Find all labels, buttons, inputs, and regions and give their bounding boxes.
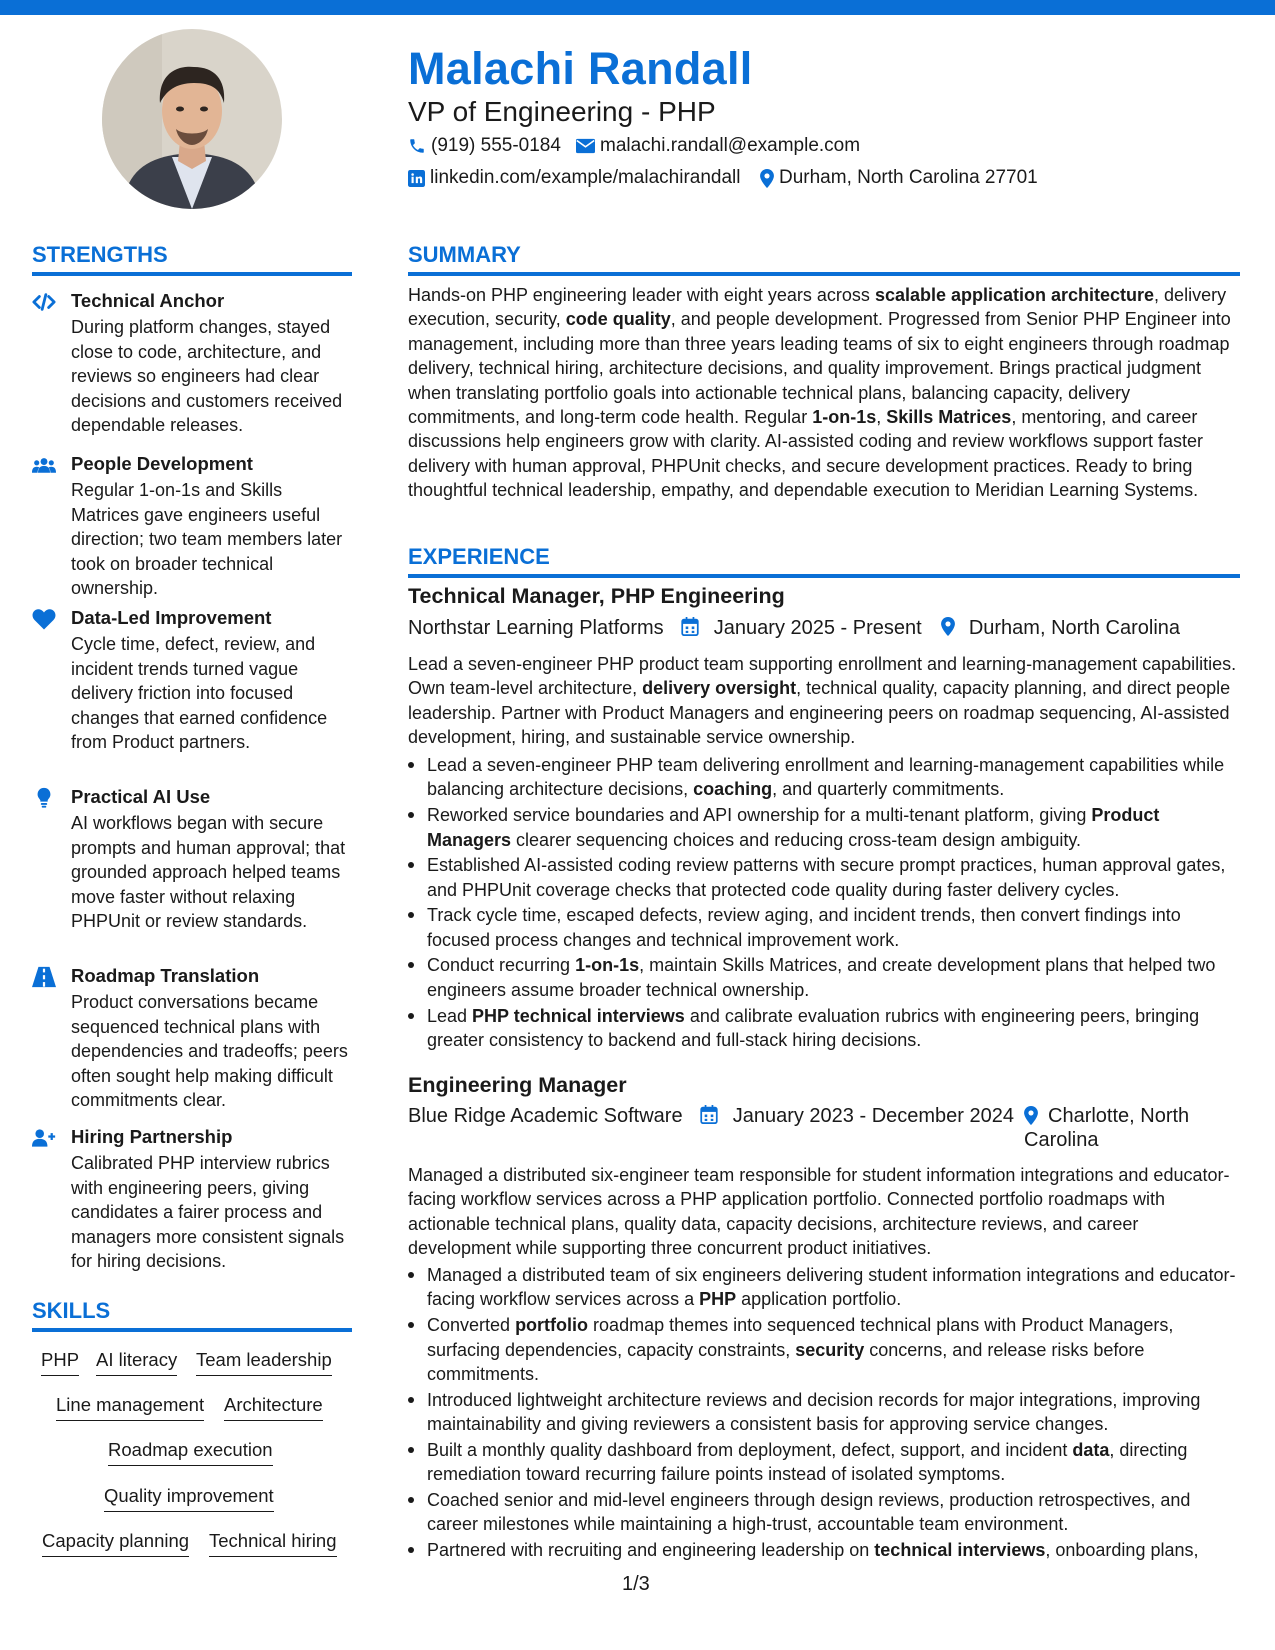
location-contact xyxy=(760,166,1038,190)
map-pin-icon xyxy=(941,617,955,636)
strength-description: Product conversations became sequenced technical plans with dependencies and tradeoffs; peers often sought help making difficult commitments clear. xyxy=(71,992,348,1110)
job-bullet: Managed a distributed team of six engineers delivering student information integrations and educator-facing workflow services across a PHP application portfolio. xyxy=(408,1263,1240,1312)
strength-description: Regular 1-on-1s and Skills Matrices gave engineers useful direction; two team members later took on broader technical ownership. xyxy=(71,480,343,598)
job-bullets xyxy=(408,753,1240,1054)
heart-icon xyxy=(32,608,56,630)
job-bullet: Introduced lightweight architecture reviews and decision records for major integrations, improving maintainability and giving reviewers a consistent basis for approving service changes. xyxy=(408,1388,1240,1437)
strength-description: Cycle time, defect, review, and incident trends turned vague delivery friction into focused changes that earned confidence from Product partners. xyxy=(71,634,328,752)
job-bullet: Conduct recurring 1-on-1s, maintain Skills Matrices, and create development plans that helped two engineers assume broader technical ownership. xyxy=(408,953,1240,1002)
skill-tag: PHP xyxy=(41,1348,79,1376)
strength-title: Technical Anchor xyxy=(71,290,225,311)
calendar-icon xyxy=(681,617,699,636)
map-pin-icon xyxy=(1024,1106,1038,1125)
job-location: Charlotte, North Carolina xyxy=(1024,1105,1190,1151)
company-name: Blue Ridge Academic Software xyxy=(408,1105,683,1127)
job-dates: January 2023 - December 2024 xyxy=(732,1105,1014,1127)
strength-title: Data-Led Improvement xyxy=(71,607,272,628)
summary-rule xyxy=(408,272,1240,276)
map-pin-icon xyxy=(760,169,774,188)
experience-rule xyxy=(408,574,1240,578)
users-icon xyxy=(32,454,56,476)
phone-icon xyxy=(408,137,426,155)
job-meta xyxy=(408,616,1180,640)
job-bullet: Established AI-assisted coding review patterns with secure prompt practices, human approval gates, and PHPUnit coverage checks that protected code quality during faster delivery cycles. xyxy=(408,853,1240,902)
summary-heading: SUMMARY xyxy=(408,242,521,267)
company-name: Northstar Learning Platforms xyxy=(408,617,664,639)
skill-tag: Line management xyxy=(56,1393,204,1421)
job-meta xyxy=(408,1104,1014,1128)
job-bullet: Reworked service boundaries and API ownership for a multi-tenant platform, giving Product Managers clearer sequencing choices and reducing cross-team design ambiguity. xyxy=(408,803,1240,852)
top-accent-bar xyxy=(0,0,1275,15)
email-text: malachi.randall@example.com xyxy=(600,135,861,156)
email-contact xyxy=(576,134,860,158)
skill-tag: Team leadership xyxy=(196,1348,332,1376)
job-intro: Managed a distributed six-engineer team responsible for student information integrations and educator-facing workflow services across a PHP application portfolio. Connected portfolio roadmaps with actionable technical plans, quality data, capacity decisions, architecture reviews, and career development while supporting three concurrent product initiatives. xyxy=(408,1165,1230,1259)
strength-title: Hiring Partnership xyxy=(71,1126,233,1147)
job-location: Durham, North Carolina xyxy=(968,617,1181,639)
strength-description: During platform changes, stayed close to code, architecture, and reviews so engineers had clear decisions and customers received dependable releases. xyxy=(71,317,343,435)
phone-contact xyxy=(408,134,561,158)
strength-description: Calibrated PHP interview rubrics with engineering peers, giving candidates a fairer process and managers more consistent signals for hiring decisions. xyxy=(71,1153,345,1271)
job-dates: January 2025 - Present xyxy=(713,617,922,639)
skill-tag: AI literacy xyxy=(96,1348,177,1376)
job-bullet: Coached senior and mid-level engineers through design reviews, production retrospectives, and career milestones while maintaining a high-trust, accountable team environment. xyxy=(408,1488,1240,1537)
job-location-block xyxy=(1024,1104,1224,1152)
job-title: Engineering Manager xyxy=(408,1073,627,1097)
experience-heading: EXPERIENCE xyxy=(408,544,550,569)
job-bullet: Built a monthly quality dashboard from deployment, defect, support, and incident data, directing remediation toward recurring failure points instead of isolated symptoms. xyxy=(408,1438,1240,1487)
location-text: Durham, North Carolina 27701 xyxy=(779,167,1038,188)
skill-tag: Technical hiring xyxy=(209,1529,337,1557)
user-plus-icon xyxy=(32,1127,56,1149)
profile-photo xyxy=(102,29,282,209)
strength-title: Practical AI Use xyxy=(71,786,211,807)
job-bullet: Converted portfolio roadmap themes into sequenced technical plans with Product Managers, surfacing dependencies, capacity constraints, security concerns, and release risks before commitments. xyxy=(408,1313,1240,1386)
envelope-icon xyxy=(576,138,595,154)
road-icon xyxy=(32,966,56,988)
skills-heading: SKILLS xyxy=(32,1298,111,1323)
skill-tag: Roadmap execution xyxy=(108,1438,273,1466)
linkedin-text: linkedin.com/example/malachirandall xyxy=(430,167,741,188)
strengths-heading: STRENGTHS xyxy=(32,242,168,267)
candidate-title: VP of Engineering - PHP xyxy=(408,96,716,127)
skill-tag: Capacity planning xyxy=(42,1529,189,1557)
skill-tag: Quality improvement xyxy=(104,1484,274,1512)
strength-description: AI workflows began with secure prompts and human approval; that grounded approach helped teams move faster without relaxing PHPUnit or review standards. xyxy=(71,813,346,931)
skill-tag: Architecture xyxy=(224,1393,323,1421)
job-bullet: Partnered with recruiting and engineering leadership on technical interviews, onboarding plans, xyxy=(408,1538,1240,1562)
job-bullet: Lead a seven-engineer PHP team delivering enrollment and learning-management capabilities while balancing architecture decisions, coaching, and quarterly commitments. xyxy=(408,753,1240,802)
page-number: 1/3 xyxy=(622,1573,650,1595)
job-bullets xyxy=(408,1263,1240,1564)
strengths-rule xyxy=(32,272,352,276)
job-intro: Lead a seven-engineer PHP product team supporting enrollment and learning-management capabilities. Own team-level architecture, delivery oversight, technical quality, capacity planning, and direct people leadership. Partner with Product Managers and engineering peers on roadmap sequencing, AI-assisted development, hiring, and sustainable service ownership. xyxy=(408,654,1237,748)
strength-title: Roadmap Translation xyxy=(71,965,260,986)
linkedin-contact xyxy=(408,166,741,190)
candidate-name: Malachi Randall xyxy=(408,43,753,94)
calendar-icon xyxy=(700,1105,718,1124)
linkedin-icon xyxy=(408,170,425,187)
code-icon xyxy=(32,291,56,313)
phone-text: (919) 555-0184 xyxy=(431,135,561,156)
job-bullet: Lead PHP technical interviews and calibrate evaluation rubrics with engineering peers, bringing greater consistency to backend and full-stack hiring decisions. xyxy=(408,1004,1240,1053)
job-bullet: Track cycle time, escaped defects, review aging, and incident trends, then convert findings into focused process changes and technical improvement work. xyxy=(408,903,1240,952)
strength-title: People Development xyxy=(71,453,253,474)
summary-text: Hands-on PHP engineering leader with eight years across scalable application architecture, delivery execution, security, code quality, and people development. Progressed from Senior PHP Engineer into management, including more than three years leading teams of six to eight engineers through roadmap delivery, technical hiring, architecture decisions, and quality improvement. Brings practical judgment when translating portfolio goals into actionable technical plans, balancing capacity, delivery commitments, and long-term code health. Regular 1-on-1s, Skills Matrices, mentoring, and career discussions help engineers grow with clarity. AI-assisted coding and review workflows support faster delivery with human approval, PHPUnit checks, and secure development practices. Ready to bring thoughtful technical leadership, empathy, and dependable execution to Meridian Learning Systems. xyxy=(408,285,1231,501)
job-title: Technical Manager, PHP Engineering xyxy=(408,584,785,608)
lightbulb-icon xyxy=(32,787,56,809)
skills-rule xyxy=(32,1328,352,1332)
